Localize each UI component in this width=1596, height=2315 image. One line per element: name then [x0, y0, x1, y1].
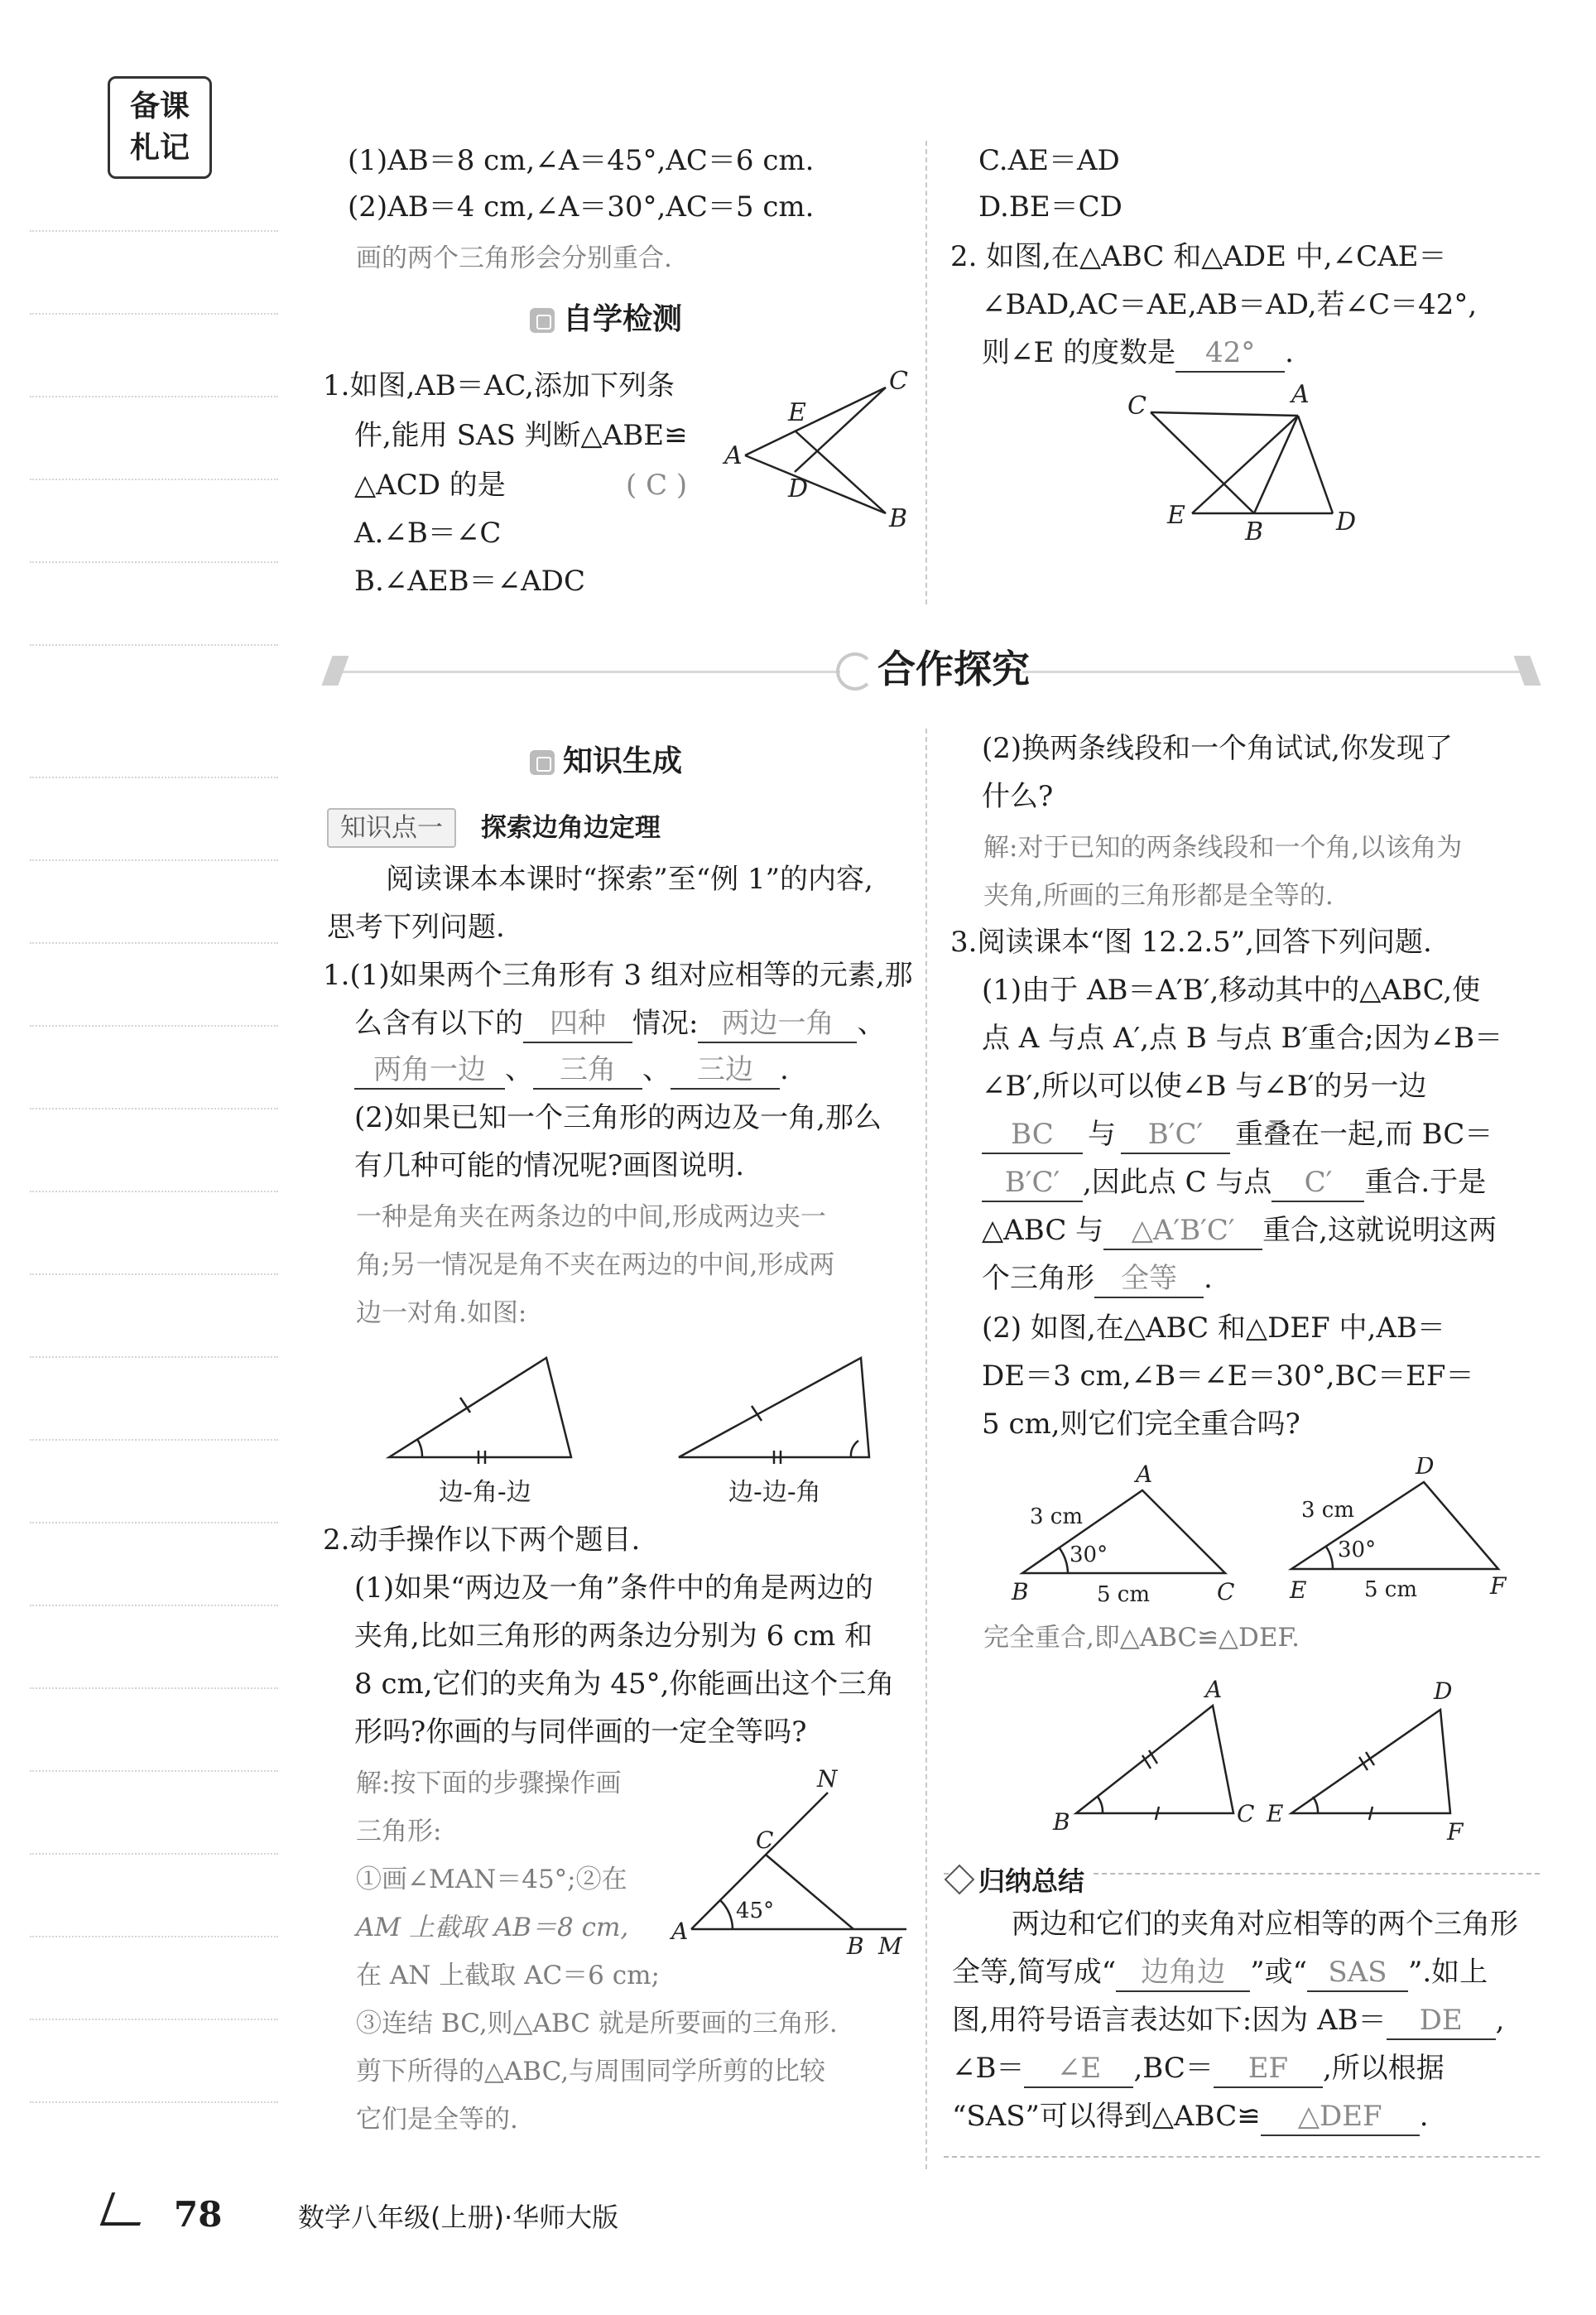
- answer-blank: C′: [1272, 1164, 1364, 1202]
- solution-line: 剪下所得的△ABC,与周围同学所剪的比较: [356, 2057, 826, 2086]
- answer-blank: B′C′: [982, 1164, 1083, 1202]
- answer-line: 边一对角.如图:: [356, 1298, 527, 1328]
- label-N: N: [817, 1765, 838, 1793]
- notes-badge-label: 备课 札记: [129, 89, 190, 165]
- question-line: 1.(1)如果两个三角形有 3 组对应相等的元素,那: [323, 959, 913, 992]
- label-B: B: [1012, 1578, 1029, 1605]
- question-line: (2)换两条线段和一个角试试,你发现了: [982, 732, 1453, 765]
- question-line: (1)如果“两边及一角”条件中的角是两边的: [354, 1571, 873, 1605]
- section-heading-zxjc: 自学检测: [530, 301, 682, 338]
- text-line: (2)AB＝4 cm,∠A＝30°,AC＝5 cm.: [348, 190, 815, 224]
- label-E: E: [1167, 501, 1185, 530]
- figure-zxjc: [720, 364, 919, 538]
- label-E: E: [1267, 1800, 1284, 1827]
- solution-line: 三角形:: [356, 1817, 442, 1846]
- label-M: M: [878, 1932, 902, 1960]
- pencil-icon: [945, 1865, 975, 1895]
- section-title: 合作探究: [877, 647, 1030, 691]
- answer-blank: △A′B′C′: [1103, 1212, 1262, 1250]
- question-line: △ABC 与 △A′B′C′ 重合,这就说明这两: [982, 1212, 1497, 1250]
- figure-abc-def-measures: [993, 1457, 1523, 1615]
- label-F: F: [1447, 1818, 1464, 1846]
- question-line: BC 与 B′C′ 重叠在一起,而 BC＝: [982, 1116, 1493, 1154]
- summary-title: 归纳总结: [949, 1863, 1093, 1899]
- notes-badge: [108, 76, 212, 179]
- label-A: A: [1136, 1461, 1153, 1488]
- question-line: 1.如图,AB＝AC,添加下列条: [323, 369, 675, 402]
- question-line: ∠BAD,AC＝AE,AB＝AD,若∠C＝42°,: [982, 288, 1478, 321]
- option-a: A.∠B＝∠C: [354, 517, 502, 550]
- angle-label: 30°: [1338, 1538, 1377, 1562]
- figure-caption: 边-边-角: [728, 1478, 821, 1507]
- label-C: C: [1127, 392, 1147, 421]
- text-line: 思考下列问题.: [327, 911, 505, 944]
- side-label: 3 cm: [1030, 1504, 1084, 1529]
- answer-blank: BC: [982, 1116, 1083, 1154]
- question-line: 两角一边 、 三角 、 三边 .: [354, 1052, 789, 1090]
- answer-blank: B′C′: [1121, 1116, 1230, 1154]
- figure-abc-def-ticks: [1043, 1672, 1507, 1846]
- figure-sas-ssa: [364, 1333, 894, 1515]
- solution-line: ③连结 BC,则△ABC 就是所要画的三角形.: [356, 2009, 838, 2038]
- answer-blank: 三角: [533, 1052, 642, 1090]
- answer-blank: 边角边: [1116, 1954, 1250, 1992]
- question-line: 件,能用 SAS 判断△ABE≌: [354, 419, 688, 452]
- answer-blank: 三边: [671, 1052, 780, 1090]
- label-B: B: [1053, 1808, 1070, 1836]
- answer-choice: ( C ): [626, 469, 688, 502]
- answer-line: 完全重合,即△ABC≌△DEF.: [983, 1623, 1300, 1653]
- summary-line: ∠B＝ ∠E ,BC＝ EF ,所以根据: [952, 2050, 1445, 2088]
- solution-line: 在 AN 上截取 AC＝6 cm;: [356, 1961, 660, 1990]
- label-A: A: [1291, 381, 1310, 409]
- kp-title: 探索边角边定理: [480, 813, 661, 843]
- label-B: B: [847, 1932, 864, 1960]
- figure-q2: [1118, 381, 1366, 546]
- figure-caption: 边-角-边: [439, 1478, 531, 1507]
- answer-blank: SAS: [1307, 1954, 1408, 1992]
- section-icon: [530, 308, 555, 333]
- label-D: D: [1336, 508, 1357, 537]
- question-line: 8 cm,它们的夹角为 45°,你能画出这个三角: [354, 1668, 895, 1701]
- column-divider-bottom: [925, 729, 927, 2169]
- question-line: (2) 如图,在△ABC 和△DEF 中,AB＝: [982, 1312, 1445, 1345]
- answer-line: 画的两个三角形会分别重合.: [356, 243, 672, 273]
- label-F: F: [1490, 1572, 1507, 1600]
- answer-blank: 四种: [523, 1005, 632, 1043]
- answer-line: 角;另一情况是角不夹在两边的中间,形成两: [356, 1250, 835, 1280]
- side-label: 3 cm: [1301, 1498, 1355, 1523]
- label-C: C: [1237, 1800, 1255, 1827]
- text-line: 阅读课本本课时“探索”至“例 1”的内容,: [386, 863, 873, 896]
- question-line: 么含有以下的 四种 情况: 两边一角 、: [354, 1005, 885, 1043]
- label-B: B: [1245, 517, 1264, 546]
- label-D: D: [788, 474, 809, 503]
- label-E: E: [1290, 1576, 1307, 1604]
- question-line: ∠B′,所以可以使∠B 与∠B′的另一边: [982, 1070, 1427, 1103]
- section-banner: [327, 638, 1536, 704]
- section-heading-zssc: 知识生成: [530, 744, 682, 780]
- summary-line: 全等,简写成“ 边角边 ”或“ SAS ”.如上: [952, 1954, 1488, 1992]
- column-divider-top: [925, 141, 927, 604]
- label-A: A: [724, 441, 743, 470]
- question-line: 有几种可能的情况呢?画图说明.: [354, 1149, 745, 1182]
- question-line: 5 cm,则它们完全重合吗?: [982, 1408, 1300, 1441]
- summary-line: 两边和它们的夹角对应相等的两个三角形: [1012, 1908, 1518, 1941]
- side-label: 5 cm: [1097, 1582, 1151, 1607]
- question-line: 什么?: [982, 780, 1054, 813]
- angle-label: 30°: [1070, 1543, 1108, 1567]
- book-title: 数学八年级(上册)·华师大版: [298, 2202, 619, 2233]
- label-B: B: [889, 504, 908, 533]
- solution-line: 它们是全等的.: [356, 2105, 518, 2135]
- section-icon: [530, 750, 555, 775]
- question-line: 个三角形 全等 .: [982, 1260, 1213, 1298]
- answer-blank: 两角一边: [354, 1052, 505, 1090]
- question-line: 2.动手操作以下两个题目.: [323, 1523, 641, 1557]
- answer-blank: ∠E: [1024, 2050, 1133, 2088]
- page-number: 78: [174, 2194, 223, 2235]
- question-line: (1)由于 AB＝A′B′,移动其中的△ABC,使: [982, 974, 1481, 1007]
- question-line: 点 A 与点 A′,点 B 与点 B′重合;因为∠B＝: [982, 1022, 1503, 1055]
- angle-label: 45°: [736, 1899, 775, 1923]
- label-C: C: [1217, 1578, 1235, 1605]
- question-line: 3.阅读课本“图 12.2.5”,回答下列问题.: [950, 926, 1432, 959]
- answer-line: 解:对于已知的两条线段和一个角,以该角为: [983, 833, 1463, 863]
- figure-45: [666, 1764, 915, 1962]
- answer-blank: △DEF: [1261, 2098, 1420, 2136]
- label-E: E: [788, 398, 806, 427]
- solution-line: AM 上截取 AB＝8 cm,: [356, 1913, 629, 1942]
- question-line: 夹角,比如三角形的两条边分别为 6 cm 和: [354, 1620, 873, 1653]
- answer-line: 夹角,所画的三角形都是全等的.: [983, 881, 1334, 911]
- option-b: B.∠AEB＝∠ADC: [354, 565, 585, 598]
- answer-blank: 两边一角: [698, 1005, 857, 1043]
- question-line: DE＝3 cm,∠B＝∠E＝30°,BC＝EF＝: [982, 1360, 1474, 1393]
- answer-blank: EF: [1214, 2050, 1323, 2088]
- answer-blank: DE: [1387, 2002, 1496, 2040]
- question-line: △ACD 的是: [354, 469, 506, 502]
- label-A: A: [671, 1918, 689, 1945]
- label-D: D: [1416, 1457, 1435, 1480]
- question-line: 2. 如图,在△ABC 和△ADE 中,∠CAE＝: [950, 240, 1447, 273]
- summary-line: “SAS”可以得到△ABC≌ △DEF .: [952, 2098, 1429, 2136]
- label-C: C: [756, 1826, 774, 1854]
- footer-mark: [100, 2192, 152, 2226]
- option-c: C.AE＝AD: [978, 144, 1120, 177]
- option-d: D.BE＝CD: [978, 190, 1122, 224]
- text-line: (1)AB＝8 cm,∠A＝45°,AC＝6 cm.: [348, 144, 815, 177]
- answer-blank: 42°: [1175, 334, 1285, 373]
- question-line: 形吗?你画的与同伴画的一定全等吗?: [354, 1716, 807, 1749]
- kp-tag: 知识点一: [327, 808, 456, 848]
- summary-line: 图,用符号语言表达如下:因为 AB＝ DE ,: [952, 2002, 1504, 2040]
- question-line: (2)如果已知一个三角形的两边及一角,那么: [354, 1101, 882, 1134]
- label-D: D: [1434, 1677, 1453, 1705]
- knowledge-point-row: [327, 808, 661, 848]
- question-line: 则∠E 的度数是 42° .: [982, 334, 1294, 373]
- solution-line: ①画∠MAN＝45°;②在: [356, 1865, 627, 1894]
- solution-line: 解:按下面的步骤操作画: [356, 1769, 622, 1798]
- label-C: C: [889, 367, 908, 396]
- label-A: A: [1205, 1676, 1223, 1703]
- answer-blank: 全等: [1094, 1260, 1204, 1298]
- question-line: B′C′ ,因此点 C 与点 C′ 重合.于是: [982, 1164, 1486, 1202]
- answer-line: 一种是角夹在两条边的中间,形成两边夹一: [356, 1202, 826, 1232]
- side-label: 5 cm: [1364, 1577, 1418, 1602]
